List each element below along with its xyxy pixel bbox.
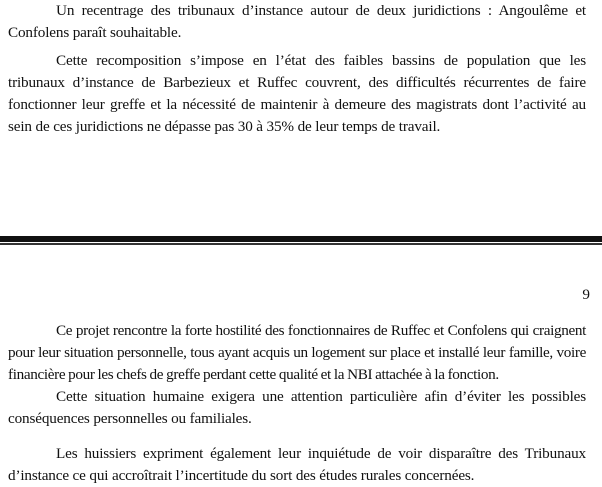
separator-thick-line: [0, 236, 602, 242]
page-break-separator: [0, 236, 602, 246]
paragraph-hostilite: Ce projet rencontre la forte hostilité des fonctionnaires de Ruffec et Confolens qui craignent pour leur situation personnelle, tous ayant acquis un logement sur place et installé leur famille, voire financière pour les chefs de greffe perdant cette qualité et la NBI attachée à la fonction.: [8, 322, 586, 383]
paragraph-recomposition: Cette recomposition s’impose en l’état des faibles bassins de population que les tribunaux d’instance de Barbezieux et Ruffec couvrent, des difficultés récurrentes de faire fonctionner leur greffe et la nécessité de maintenir à demeure des magistrats dont l’activité au sein de ces juridictions ne dépasse pas 30 à 35% de leur temps de travail.: [8, 52, 586, 135]
paragraph-situation-humaine: Cette situation humaine exigera une attention particulière afin d’éviter les possibles conséquences personnelles ou familiales.: [8, 388, 586, 427]
separator-thin-line: [0, 243, 602, 245]
paragraph-recentrage: Un recentrage des tribunaux d’instance autour de deux juridictions : Angoulême et Confolens paraît souhaitable.: [8, 2, 586, 41]
paragraph-huissiers: Les huissiers expriment également leur inquiétude de voir disparaître des Tribunaux d’instance ce qui accroîtrait l’incertitude du sort des études rurales concernées.: [8, 445, 586, 484]
page-number: 9: [582, 286, 590, 303]
